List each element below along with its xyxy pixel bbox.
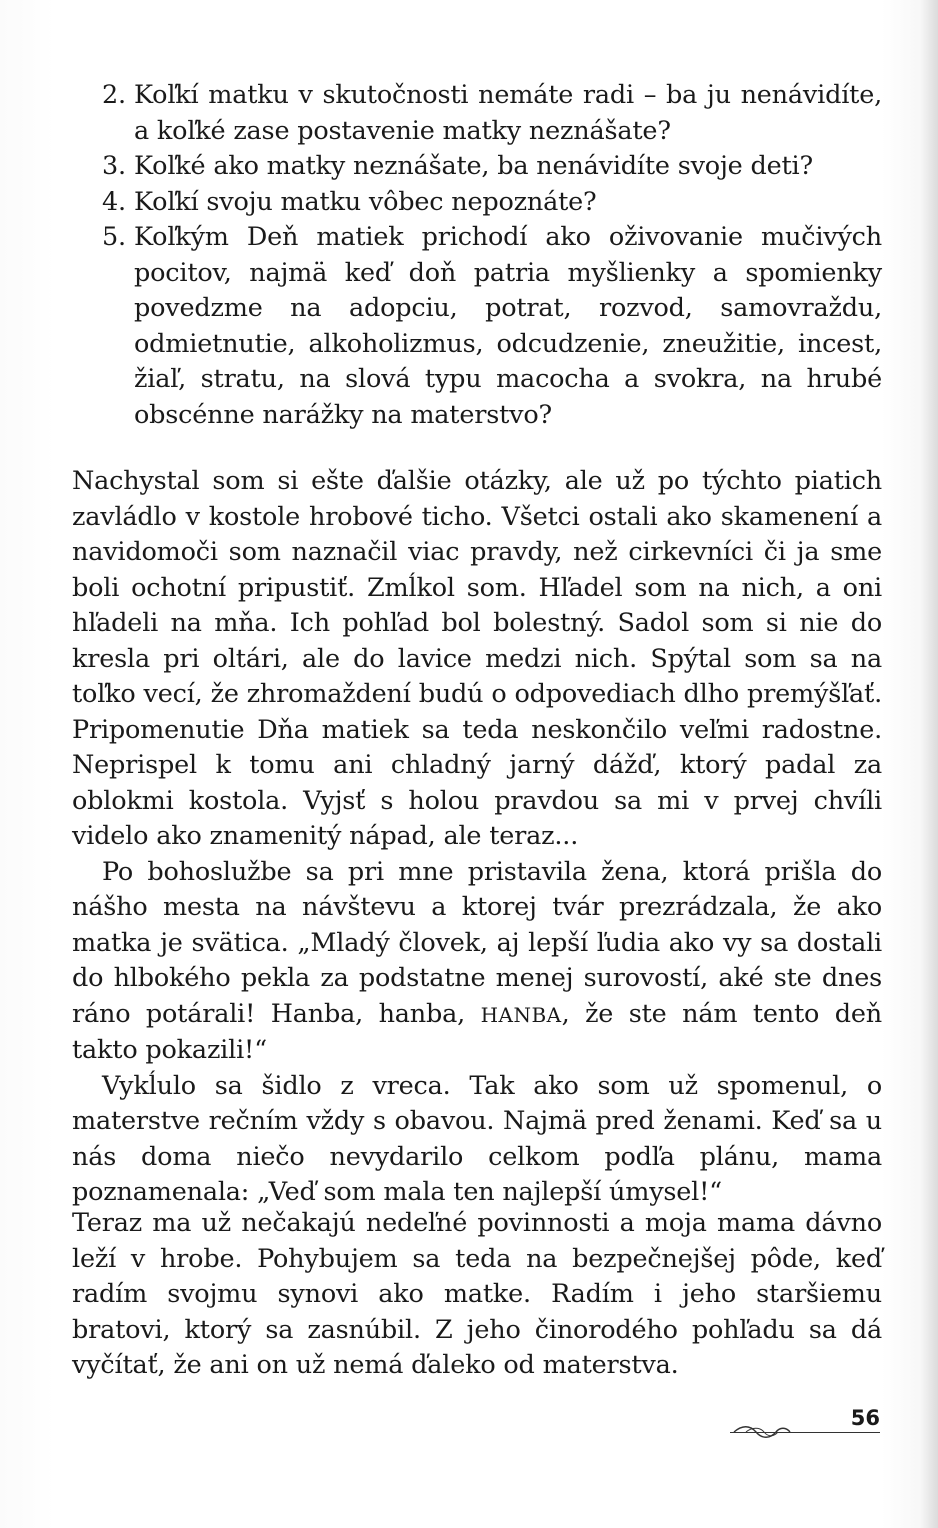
paragraph: Vykĺulo sa šidlo z vreca. Tak ako som už spomenul, o materstve rečním vždy s obavou. Najmä pred ženami. Keď sa u nás doma niečo nevydarilo celkom podľa plánu, mama poznamenala: „Veď som mala ten najlepší úmysel!“ <box>72 1070 882 1207</box>
list-number: 3. <box>102 151 126 181</box>
body-text-final-section <box>72 1206 882 1384</box>
body-text-section <box>72 464 882 1211</box>
paragraph-text: Po bohoslužbe sa pri mne pristavila žena, ktorá prišla do nášho mesta na návštevu a ktorej tvár prezrádzala, že ako matka je svätica. „Mladý človek, aj lepší ľudia ako vy sa dostali do hlbokého pekla za podstatne menej surovostí, aké ste dnes ráno potárali! Hanba, hanba, <box>72 856 882 1029</box>
list-item <box>72 220 882 433</box>
footer-rule <box>730 1432 880 1433</box>
list-item-text: Koľkí svoju matku vôbec nepoznáte? <box>134 186 597 217</box>
paragraph <box>72 855 882 1069</box>
page-number: 56 <box>850 1406 880 1430</box>
paragraph-text: , že ste nám tento deň takto pokazili!“ <box>72 998 882 1065</box>
list-item <box>72 185 882 221</box>
page-footer <box>730 1402 880 1442</box>
list-item <box>72 149 882 185</box>
list-number: 4. <box>102 186 126 217</box>
paragraph: Nachystal som si ešte ďalšie otázky, ale už po týchto piatich zavládlo v kostole hrobové ticho. Všetci ostali ako skamenení a navidomoči som naznačil viac pravdy, než cirkevníci či ja sme boli ochotní pripustiť. Zmĺkol som. Hľadel som na nich, a oni hľadeli na mňa. Ich pohľad bol bolestný. Sadol som si nie do kresla pri oltári, ale do lavice medzi nich. Spýtal som sa na toľko vecí, že zhromaždení budú o odpovediach dlho premýšľať. Pripomenutie Dňa matiek sa teda neskončilo veľmi radostne. Neprispel k tomu ani chladný jarný dážď, ktorý padal za oblokmi kostola. Vyjsť s holou pravdou sa mi v prvej chvíli videlo ako znamenitý nápad, ale teraz... <box>72 466 882 851</box>
small-caps-word: HANBA <box>480 1002 562 1027</box>
list-number: 2. <box>102 80 126 110</box>
numbered-question-list <box>72 78 882 433</box>
list-item <box>72 78 882 149</box>
list-number: 5. <box>102 222 126 252</box>
list-item-text: Koľkým Deň matiek prichodí ako oživovanie mučivých pocitov, najmä keď doň patria myšlienky a spomienky povedzme na adopciu, potrat, rozvod, samovraždu, odmietnutie, alkoholizmus, odcudzenie, zneužitie, incest, žiaľ, stratu, na slová typu macocha a svokra, na hrubé obscénne narážky na materstvo? <box>134 222 882 430</box>
list-item-text: Koľkí matku v skutočnosti nemáte radi – ba ju nenávidíte, a koľké zase postavenie matky neznášate? <box>134 80 882 146</box>
page-edge-shadow <box>920 0 938 1528</box>
list-item-text: Koľké ako matky neznášate, ba nenávidíte svoje deti? <box>134 151 813 181</box>
paragraph: Teraz ma už nečakajú nedeľné povinnosti a moja mama dávno leží v hrobe. Pohybujem sa teda na bezpečnejšej pôde, keď radím svojmu synovi ako matke. Radím i jeho staršiemu bratovi, ktorý sa zasnúbil. Z jeho činorodého pohľadu sa dá vyčítať, že ani on už nemá ďaleko od materstva. <box>72 1208 882 1380</box>
